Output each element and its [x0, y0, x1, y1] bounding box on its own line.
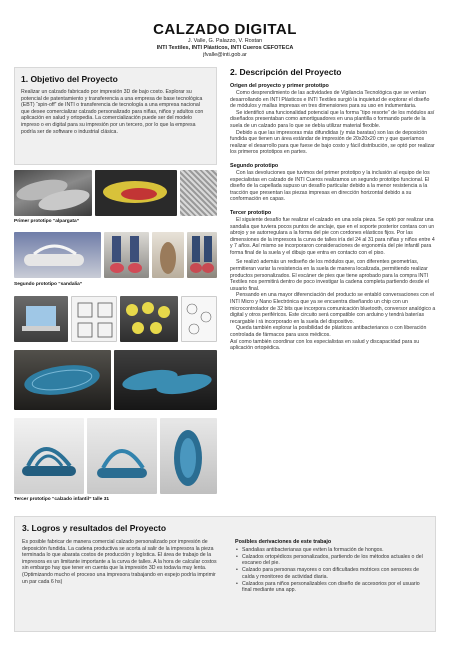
blue-sole-illustration	[14, 350, 111, 410]
photo-infant-sandal-front	[87, 418, 157, 494]
infant-sandal-side-illustration	[14, 418, 84, 494]
logros-text: Es posible fabricar de manera comercial calzado personalizado por impresión de deposición fundida. La cadena productiva se acorta al salir de la impresora la pieza terminada lo que abarata costos de producción y logística. El área de trabajo de la impresora es un limitante importante a la curva de talles. A la hora de calcular costos sin embargo hay que tener en cuenta que la impresión 3D es todavía muy lenta. (Optimizando mucho el proceso una impresora trabajando en espejo podría imprimir un par cada 6 hs)	[22, 539, 217, 585]
authors: J. Valle, G. Palazzo, V. Rostan	[187, 38, 263, 44]
feet-illustration	[104, 232, 149, 278]
photo-sandal-render	[14, 232, 101, 278]
sandal-render-illustration	[14, 232, 101, 278]
subheading-segundo: Segundo prototipo	[230, 162, 279, 169]
logros-left-column	[22, 539, 222, 585]
caption-first-prototype: Primer prototipo “alpargata”	[14, 219, 80, 224]
sole-mesh-illustration	[14, 170, 92, 216]
photo-feet-sandals-2	[187, 232, 217, 278]
photo-mesh-pattern	[180, 170, 217, 216]
contact-email[interactable]: jfvalle@inti.gob.ar	[203, 52, 247, 58]
photo-blue-sole	[14, 350, 111, 410]
feet-illustration-2	[187, 232, 217, 278]
paragraph-tercero-2: Se realizó además un rediseño de los módulos que, con diferentes geometrías, permitieran variar la resistencia en la suela de manera localizada, permitiendo realizar productos personalizados. El escáner de pies que tiene aprobado para la compra INTI Textiles nos permitirá dentro de poco investigar la cadena completa partiendo desde el usuario final.	[230, 259, 429, 292]
infant-sandal-front-illustration	[87, 418, 157, 494]
section-logros-title: 3. Logros y resultados del Proyecto	[22, 523, 167, 533]
photo-soles-yellow	[95, 170, 177, 216]
paragraph-origen-2: Se identificó una funcionalidad potencial que la forma “tipo resorte” de los módulos así diseñados presentaban como amortiguadores en una plantilla o formando parte de la suela de un calzado para lo que se debía utilizar material flexible.	[230, 109, 435, 129]
yellow-sole-illustration	[95, 170, 177, 216]
list-item: • Sandalias antibacterianas que eviten la formación de hongos.	[235, 547, 430, 554]
derivaciones-title: Posibles derivaciones de este trabajo	[235, 539, 332, 545]
section-objetivo	[14, 67, 217, 165]
infant-sandal-top-illustration	[160, 418, 217, 494]
section-descripcion	[230, 67, 436, 352]
paragraph-tercero-3: Pensando en una mayor diferenciación del producto se entabló conversaciones con el INTI Micro y Nano Electrónica que ya se encuentra diseñando un chip con un microcontrolador de 32 bits que incorpora comunicación bluetooth, conversor analógico a digital y otros periféricos. Este circuito será compatible con arduino y tendrá baterías recargable i rá incorporado en la suela del dispositivo.	[230, 292, 436, 325]
section-logros	[14, 516, 436, 632]
sandal-single-illustration	[152, 232, 184, 278]
institutions: INTI Textiles, INTI Plásticos, INTI Cueros CEFOTECA	[156, 45, 294, 51]
paragraph-tercero-1: El siguiente desafío fue realizar el calzado en una sola pieza. Se optó por realizar una sandalia que tuviera pocos puntos de anclaje, que en el soporte posterior contara con un abrojo y se autorregulara a la forma del pie con cordones elásticos fijos. Por las dimensiones de la impresora la curva de talles iría del 24 al 31 para niñas y niños entre 4 y 7 años. Así mismo se incorporaron consideraciones de ergonomía del pie infantil para forma final de la suela y el dibujo que entra en contacto con el piso.	[230, 216, 435, 256]
sketch-illustration	[182, 297, 217, 342]
photo-sketches	[181, 296, 217, 342]
photo-module-diagrams	[71, 296, 117, 342]
section-objetivo-text: Realizar un calzado fabricado por impresión 3D de bajo costo. Explorar su potencial de patentamiento y transferencia a una empresa de base tecnológica (EBT) “spin-off” de INTI o transferencia de tecnología a una empresa nacional que desee comercializar calzado personalizado para niñas, niños y adultos con aplicación en salud y ortopedia. La comercialización puede ser del modelo impreso o en digital para su impresión por un tercero, por lo que la empresa podría ser de software o industrial clásica.	[21, 89, 204, 135]
logros-right-column	[235, 539, 430, 594]
subheading-origen: Origen del proyecto y primer prototipo	[230, 83, 329, 89]
photo-infant-sandal-side	[14, 418, 84, 494]
list-item: • Calzados para niños personalizables con diseño de accesorios por el usuario final mediante una app.	[235, 581, 430, 594]
photo-yellow-modules	[120, 296, 178, 342]
photo-sandal-single	[152, 232, 184, 278]
paragraph-origen-3: Debido a que las impresoras más difundidas (y más baratas) son las de deposición fundida que tienen un área estándar de impresión de 20x20x20 cm y que queríamos realizar el desarrollo para que fuese de bajo costo y fácil distribución, se optó por realizar los primeros prototipos en partes.	[230, 129, 435, 156]
laptop-illustration	[14, 296, 68, 342]
sole-pair-illustration	[114, 350, 217, 410]
subheading-tercero: Tercer prototipo	[230, 209, 272, 216]
caption-second-prototype: Segundo prototipo “sandalia”	[14, 282, 83, 287]
photo-infant-sandal-top	[160, 418, 217, 494]
section-descripcion-title: 2. Descripción del Proyecto	[230, 67, 342, 77]
poster-header	[0, 22, 450, 59]
paragraph-tercero-5: Así como también coordinar con los especialistas en salud y discapacidad para su aplicación ortopédica.	[230, 338, 420, 352]
caption-third-prototype: Tercer prototipo “calzado infantil” talle 31	[14, 497, 110, 502]
list-item: • Calzados ortopédicos personalizados, partiendo de los métodos actuales o del escaneo del pie.	[235, 554, 430, 567]
poster-title: CALZADO DIGITAL	[153, 21, 297, 38]
photo-feet-sandals-1	[104, 232, 149, 278]
derivaciones-list	[235, 547, 430, 594]
photo-sole-pair	[114, 350, 217, 410]
list-item: • Calzado para personas mayores o con dificultades motrices con sensores de caída y monitoreo de actividad diaria.	[235, 567, 430, 580]
paragraph-origen-1: Como desprendimiento de las actividades de Vigilancia Tecnológica que se venían desarrollando en INTI Plásticos e INTI Textiles surgió la inquietud de explorar el diseño de módulos y mallas impresas en tres dimensiones para su uso en indumentaria.	[230, 90, 430, 110]
photo-soles-grey	[14, 170, 92, 216]
section-objetivo-title: 1. Objetivo del Proyecto	[21, 74, 118, 84]
photo-printer-laptop	[14, 296, 68, 342]
paragraph-segundo: Con las devoluciones que tuvimos del primer prototipo y la inclusión al equipo de los especialistas en calzado de INTI Cueros realizamos un segundo prototipo funcional. El diseño de la capellada supuso un desafío particular debido a la menor resistencia a la tracción que presentan las piezas impresas en dirección horizontal debido a su conformación en capas.	[230, 169, 430, 203]
paragraph-tercero-4: Queda también explorar la posibilidad de plásticos antibacterianos o con liberación controlada de fármacos para usos médicos.	[230, 325, 427, 338]
yellow-modules-illustration	[120, 296, 178, 342]
module-diagram-illustration	[72, 297, 117, 342]
